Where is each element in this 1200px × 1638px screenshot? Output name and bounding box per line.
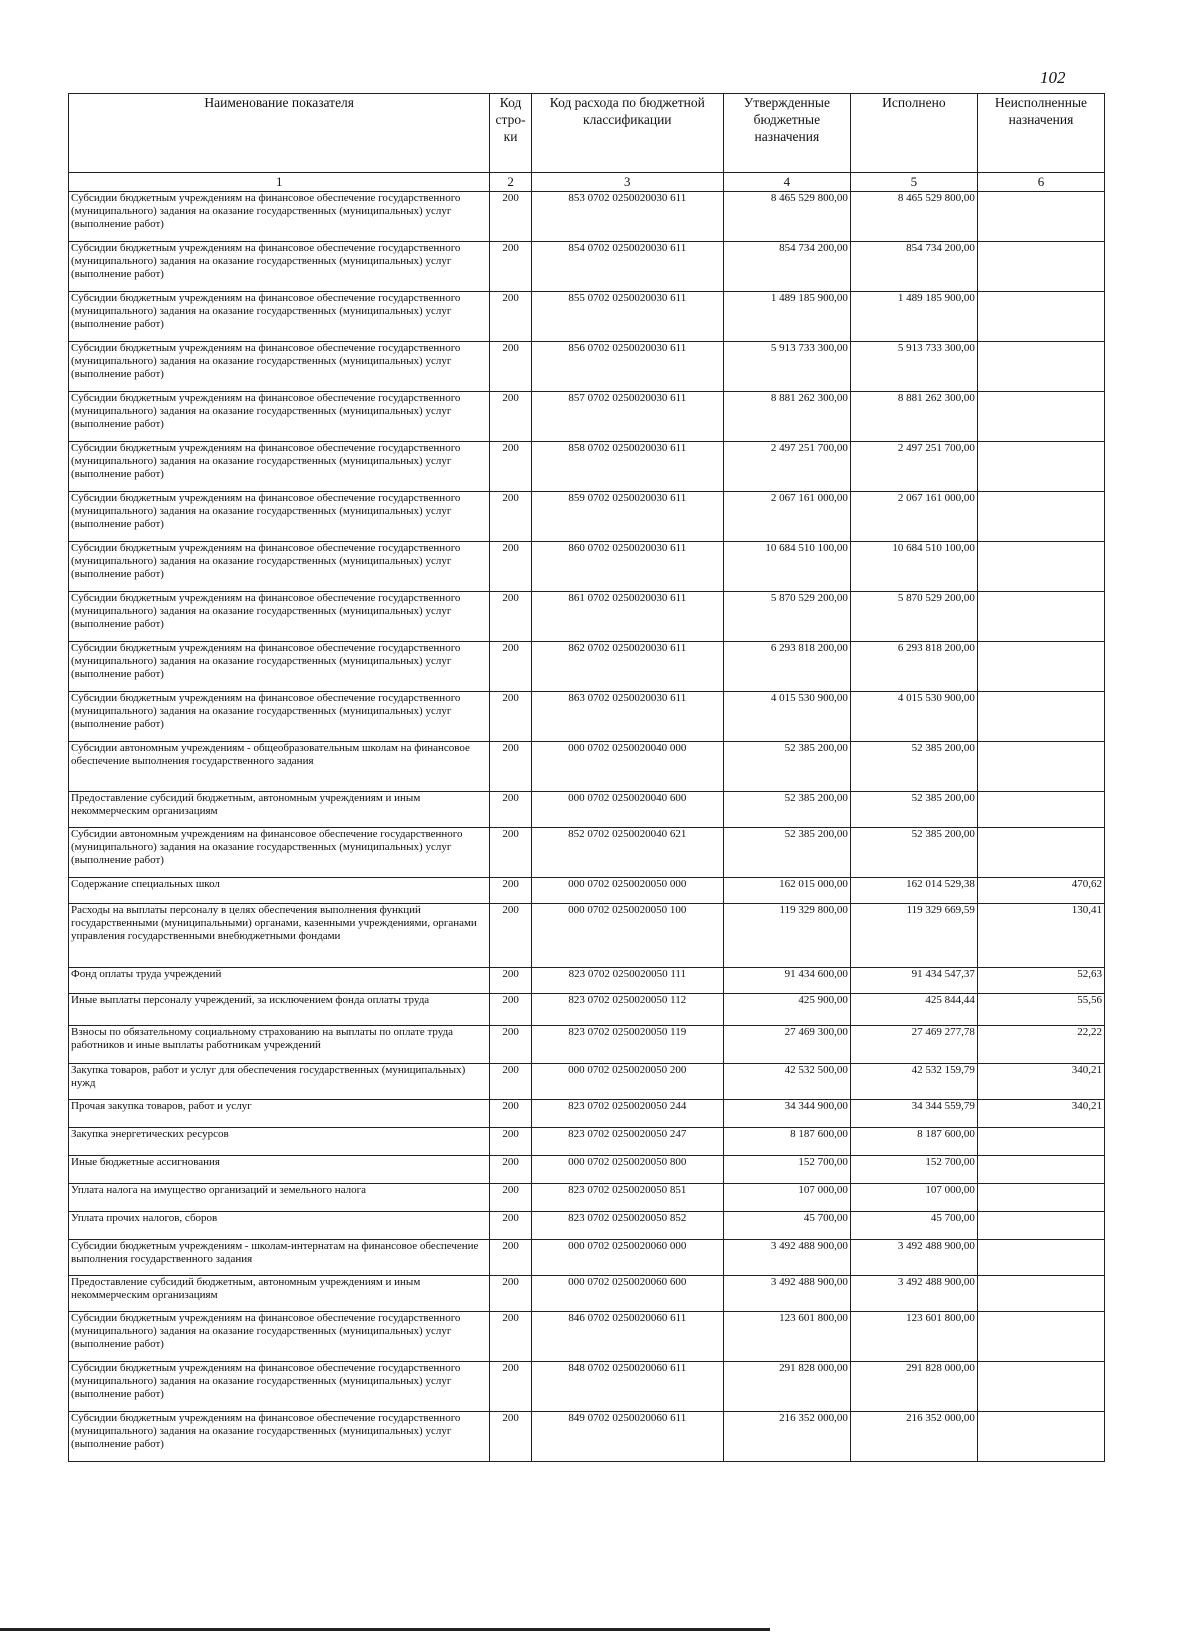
- row-approved-cell: 5 870 529 200,00: [723, 592, 850, 642]
- row-kbk-cell: 852 0702 0250020040 621: [531, 828, 723, 878]
- row-approved-cell: 2 497 251 700,00: [723, 442, 850, 492]
- row-approved-cell: 2 067 161 000,00: [723, 492, 850, 542]
- row-kbk-cell: 000 0702 0250020040 000: [531, 742, 723, 792]
- row-name-cell: Субсидии бюджетным учреждениям на финансовое обеспечение государственного (муниципального) задания на оказание государственных (муниципальных) услуг (выполнение работ): [69, 1412, 490, 1462]
- header-executed: Исполнено: [850, 94, 977, 173]
- header-unexecuted: Неисполненные назначения: [977, 94, 1104, 173]
- row-executed-cell: 91 434 547,37: [850, 968, 977, 994]
- row-executed-cell: 10 684 510 100,00: [850, 542, 977, 592]
- table-row: [69, 492, 1105, 542]
- row-line-code-cell: 200: [490, 642, 531, 692]
- row-executed-cell: 5 870 529 200,00: [850, 592, 977, 642]
- row-kbk-cell: 854 0702 0250020030 611: [531, 242, 723, 292]
- row-executed-cell: 3 492 488 900,00: [850, 1240, 977, 1276]
- row-approved-cell: 91 434 600,00: [723, 968, 850, 994]
- row-executed-cell: 34 344 559,79: [850, 1100, 977, 1128]
- row-unexecuted-cell: [977, 392, 1104, 442]
- row-unexecuted-cell: 470,62: [977, 878, 1104, 904]
- column-number-row: [69, 173, 1105, 192]
- row-approved-cell: 6 293 818 200,00: [723, 642, 850, 692]
- row-approved-cell: 425 900,00: [723, 994, 850, 1026]
- row-executed-cell: 1 489 185 900,00: [850, 292, 977, 342]
- row-unexecuted-cell: [977, 1240, 1104, 1276]
- row-name-cell: Расходы на выплаты персоналу в целях обеспечения выполнения функций государственными (муниципальными) органами, казенными учреждениями, органами управления государственными внебюджетными фондами: [69, 904, 490, 968]
- row-kbk-cell: 000 0702 0250020050 100: [531, 904, 723, 968]
- row-unexecuted-cell: [977, 192, 1104, 242]
- row-executed-cell: 5 913 733 300,00: [850, 342, 977, 392]
- column-number: 2: [490, 173, 531, 192]
- row-name-cell: Иные выплаты персоналу учреждений, за исключением фонда оплаты труда: [69, 994, 490, 1026]
- row-unexecuted-cell: 340,21: [977, 1100, 1104, 1128]
- row-name-cell: Фонд оплаты труда учреждений: [69, 968, 490, 994]
- row-kbk-cell: 853 0702 0250020030 611: [531, 192, 723, 242]
- page-bottom-rule: [0, 1628, 770, 1631]
- row-approved-cell: 152 700,00: [723, 1156, 850, 1184]
- column-number: 3: [531, 173, 723, 192]
- table-row: [69, 1362, 1105, 1412]
- row-unexecuted-cell: [977, 1412, 1104, 1462]
- row-name-cell: Предоставление субсидий бюджетным, автономным учреждениям и иным некоммерческим организациям: [69, 1276, 490, 1312]
- row-executed-cell: 8 881 262 300,00: [850, 392, 977, 442]
- row-name-cell: Субсидии автономным учреждениям на финансовое обеспечение государственного (муниципального) задания на оказание государственных (муниципальных) услуг (выполнение работ): [69, 828, 490, 878]
- row-kbk-cell: 858 0702 0250020030 611: [531, 442, 723, 492]
- header-kbk: Код расхода по бюджетной классификации: [531, 94, 723, 173]
- row-line-code-cell: 200: [490, 1212, 531, 1240]
- row-approved-cell: 854 734 200,00: [723, 242, 850, 292]
- row-line-code-cell: 200: [490, 392, 531, 442]
- row-line-code-cell: 200: [490, 1276, 531, 1312]
- row-line-code-cell: 200: [490, 1026, 531, 1064]
- table-row: [69, 828, 1105, 878]
- row-kbk-cell: 855 0702 0250020030 611: [531, 292, 723, 342]
- row-approved-cell: 107 000,00: [723, 1184, 850, 1212]
- row-line-code-cell: 200: [490, 1240, 531, 1276]
- row-executed-cell: 52 385 200,00: [850, 742, 977, 792]
- table-row: [69, 1276, 1105, 1312]
- row-approved-cell: 162 015 000,00: [723, 878, 850, 904]
- table-row: [69, 904, 1105, 968]
- row-kbk-cell: 849 0702 0250020060 611: [531, 1412, 723, 1462]
- row-line-code-cell: 200: [490, 828, 531, 878]
- table-row: [69, 1184, 1105, 1212]
- row-name-cell: Субсидии бюджетным учреждениям - школам-интернатам на финансовое обеспечение выполнения государственного задания: [69, 1240, 490, 1276]
- table-row: [69, 542, 1105, 592]
- table-body: [69, 192, 1105, 1462]
- row-name-cell: Предоставление субсидий бюджетным, автономным учреждениям и иным некоммерческим организациям: [69, 792, 490, 828]
- row-executed-cell: 8 187 600,00: [850, 1128, 977, 1156]
- row-unexecuted-cell: [977, 342, 1104, 392]
- row-executed-cell: 8 465 529 800,00: [850, 192, 977, 242]
- row-kbk-cell: 823 0702 0250020050 244: [531, 1100, 723, 1128]
- header-approved: Утвержденные бюджетные назначения: [723, 94, 850, 173]
- row-line-code-cell: 200: [490, 1412, 531, 1462]
- row-executed-cell: 4 015 530 900,00: [850, 692, 977, 742]
- row-line-code-cell: 200: [490, 994, 531, 1026]
- row-unexecuted-cell: 130,41: [977, 904, 1104, 968]
- row-executed-cell: 52 385 200,00: [850, 828, 977, 878]
- row-line-code-cell: 200: [490, 1064, 531, 1100]
- row-executed-cell: 854 734 200,00: [850, 242, 977, 292]
- column-number: 6: [977, 173, 1104, 192]
- table-row: [69, 242, 1105, 292]
- row-unexecuted-cell: 52,63: [977, 968, 1104, 994]
- row-line-code-cell: 200: [490, 242, 531, 292]
- row-kbk-cell: 823 0702 0250020050 851: [531, 1184, 723, 1212]
- row-executed-cell: 52 385 200,00: [850, 792, 977, 828]
- row-name-cell: Субсидии бюджетным учреждениям на финансовое обеспечение государственного (муниципального) задания на оказание государственных (муниципальных) услуг (выполнение работ): [69, 242, 490, 292]
- table-row: [69, 994, 1105, 1026]
- table-row: [69, 968, 1105, 994]
- row-name-cell: Субсидии бюджетным учреждениям на финансовое обеспечение государственного (муниципального) задания на оказание государственных (муниципальных) услуг (выполнение работ): [69, 642, 490, 692]
- row-approved-cell: 291 828 000,00: [723, 1362, 850, 1412]
- table-row: [69, 642, 1105, 692]
- row-unexecuted-cell: [977, 642, 1104, 692]
- row-line-code-cell: 200: [490, 904, 531, 968]
- row-kbk-cell: 823 0702 0250020050 119: [531, 1026, 723, 1064]
- row-name-cell: Субсидии автономным учреждениям - общеобразовательным школам на финансовое обеспечение выполнения государственного задания: [69, 742, 490, 792]
- table-row: [69, 1026, 1105, 1064]
- table-row: [69, 1212, 1105, 1240]
- row-unexecuted-cell: [977, 1156, 1104, 1184]
- row-name-cell: Иные бюджетные ассигнования: [69, 1156, 490, 1184]
- table-row: [69, 878, 1105, 904]
- row-unexecuted-cell: [977, 742, 1104, 792]
- row-kbk-cell: 000 0702 0250020050 800: [531, 1156, 723, 1184]
- row-approved-cell: 119 329 800,00: [723, 904, 850, 968]
- row-line-code-cell: 200: [490, 492, 531, 542]
- row-approved-cell: 123 601 800,00: [723, 1312, 850, 1362]
- table-row: [69, 342, 1105, 392]
- row-kbk-cell: 863 0702 0250020030 611: [531, 692, 723, 742]
- row-approved-cell: 52 385 200,00: [723, 828, 850, 878]
- row-approved-cell: 3 492 488 900,00: [723, 1276, 850, 1312]
- row-unexecuted-cell: [977, 792, 1104, 828]
- row-name-cell: Субсидии бюджетным учреждениям на финансовое обеспечение государственного (муниципального) задания на оказание государственных (муниципальных) услуг (выполнение работ): [69, 542, 490, 592]
- row-kbk-cell: 856 0702 0250020030 611: [531, 342, 723, 392]
- row-unexecuted-cell: [977, 592, 1104, 642]
- row-name-cell: Уплата налога на имущество организаций и земельного налога: [69, 1184, 490, 1212]
- row-name-cell: Субсидии бюджетным учреждениям на финансовое обеспечение государственного (муниципального) задания на оказание государственных (муниципальных) услуг (выполнение работ): [69, 292, 490, 342]
- row-name-cell: Субсидии бюджетным учреждениям на финансовое обеспечение государственного (муниципального) задания на оказание государственных (муниципальных) услуг (выполнение работ): [69, 1362, 490, 1412]
- row-kbk-cell: 000 0702 0250020060 000: [531, 1240, 723, 1276]
- row-executed-cell: 27 469 277,78: [850, 1026, 977, 1064]
- table-row: [69, 1156, 1105, 1184]
- row-unexecuted-cell: [977, 1184, 1104, 1212]
- table-row: [69, 1412, 1105, 1462]
- row-unexecuted-cell: [977, 1362, 1104, 1412]
- row-line-code-cell: 200: [490, 292, 531, 342]
- row-approved-cell: 45 700,00: [723, 1212, 850, 1240]
- table-row: [69, 392, 1105, 442]
- row-kbk-cell: 823 0702 0250020050 852: [531, 1212, 723, 1240]
- table-row: [69, 1100, 1105, 1128]
- row-kbk-cell: 846 0702 0250020060 611: [531, 1312, 723, 1362]
- row-approved-cell: 5 913 733 300,00: [723, 342, 850, 392]
- row-line-code-cell: 200: [490, 192, 531, 242]
- row-executed-cell: 216 352 000,00: [850, 1412, 977, 1462]
- row-executed-cell: 3 492 488 900,00: [850, 1276, 977, 1312]
- row-unexecuted-cell: [977, 692, 1104, 742]
- table-row: [69, 792, 1105, 828]
- page-number: 102: [1040, 68, 1066, 87]
- row-line-code-cell: 200: [490, 692, 531, 742]
- row-executed-cell: 152 700,00: [850, 1156, 977, 1184]
- row-approved-cell: 216 352 000,00: [723, 1412, 850, 1462]
- row-unexecuted-cell: [977, 1212, 1104, 1240]
- row-line-code-cell: 200: [490, 792, 531, 828]
- row-name-cell: Субсидии бюджетным учреждениям на финансовое обеспечение государственного (муниципального) задания на оказание государственных (муниципальных) услуг (выполнение работ): [69, 492, 490, 542]
- budget-execution-table: [68, 93, 1105, 1462]
- row-approved-cell: 10 684 510 100,00: [723, 542, 850, 592]
- row-unexecuted-cell: [977, 292, 1104, 342]
- row-unexecuted-cell: 55,56: [977, 994, 1104, 1026]
- row-name-cell: Закупка товаров, работ и услуг для обеспечения государственных (муниципальных) нужд: [69, 1064, 490, 1100]
- row-line-code-cell: 200: [490, 742, 531, 792]
- column-number: 4: [723, 173, 850, 192]
- row-name-cell: Субсидии бюджетным учреждениям на финансовое обеспечение государственного (муниципального) задания на оказание государственных (муниципальных) услуг (выполнение работ): [69, 342, 490, 392]
- row-name-cell: Субсидии бюджетным учреждениям на финансовое обеспечение государственного (муниципального) задания на оказание государственных (муниципальных) услуг (выполнение работ): [69, 442, 490, 492]
- row-name-cell: Субсидии бюджетным учреждениям на финансовое обеспечение государственного (муниципального) задания на оказание государственных (муниципальных) услуг (выполнение работ): [69, 692, 490, 742]
- row-kbk-cell: 860 0702 0250020030 611: [531, 542, 723, 592]
- row-line-code-cell: 200: [490, 1362, 531, 1412]
- table-row: [69, 1064, 1105, 1100]
- row-executed-cell: 425 844,44: [850, 994, 977, 1026]
- row-unexecuted-cell: [977, 242, 1104, 292]
- table-row: [69, 1128, 1105, 1156]
- row-unexecuted-cell: [977, 828, 1104, 878]
- row-kbk-cell: 857 0702 0250020030 611: [531, 392, 723, 442]
- column-number: 1: [69, 173, 490, 192]
- row-approved-cell: 42 532 500,00: [723, 1064, 850, 1100]
- row-approved-cell: 34 344 900,00: [723, 1100, 850, 1128]
- row-name-cell: Содержание специальных школ: [69, 878, 490, 904]
- row-approved-cell: 52 385 200,00: [723, 792, 850, 828]
- row-unexecuted-cell: [977, 1312, 1104, 1362]
- row-executed-cell: 2 497 251 700,00: [850, 442, 977, 492]
- table-row: [69, 692, 1105, 742]
- table-row: [69, 742, 1105, 792]
- row-executed-cell: 162 014 529,38: [850, 878, 977, 904]
- row-unexecuted-cell: [977, 542, 1104, 592]
- row-executed-cell: 42 532 159,79: [850, 1064, 977, 1100]
- row-name-cell: Субсидии бюджетным учреждениям на финансовое обеспечение государственного (муниципального) задания на оказание государственных (муниципальных) услуг (выполнение работ): [69, 1312, 490, 1362]
- row-kbk-cell: 000 0702 0250020040 600: [531, 792, 723, 828]
- row-line-code-cell: 200: [490, 542, 531, 592]
- row-name-cell: Взносы по обязательному социальному страхованию на выплаты по оплате труда работников и иные выплаты работникам учреждений: [69, 1026, 490, 1064]
- row-executed-cell: 119 329 669,59: [850, 904, 977, 968]
- row-executed-cell: 45 700,00: [850, 1212, 977, 1240]
- row-name-cell: Прочая закупка товаров, работ и услуг: [69, 1100, 490, 1128]
- row-kbk-cell: 859 0702 0250020030 611: [531, 492, 723, 542]
- row-line-code-cell: 200: [490, 342, 531, 392]
- row-unexecuted-cell: 22,22: [977, 1026, 1104, 1064]
- row-approved-cell: 27 469 300,00: [723, 1026, 850, 1064]
- row-executed-cell: 2 067 161 000,00: [850, 492, 977, 542]
- row-kbk-cell: 823 0702 0250020050 111: [531, 968, 723, 994]
- row-name-cell: Закупка энергетических ресурсов: [69, 1128, 490, 1156]
- row-unexecuted-cell: [977, 492, 1104, 542]
- table-row: [69, 442, 1105, 492]
- row-approved-cell: 4 015 530 900,00: [723, 692, 850, 742]
- row-approved-cell: 1 489 185 900,00: [723, 292, 850, 342]
- row-unexecuted-cell: [977, 1276, 1104, 1312]
- row-kbk-cell: 861 0702 0250020030 611: [531, 592, 723, 642]
- row-unexecuted-cell: 340,21: [977, 1064, 1104, 1100]
- row-line-code-cell: 200: [490, 592, 531, 642]
- row-unexecuted-cell: [977, 1128, 1104, 1156]
- table-row: [69, 592, 1105, 642]
- row-kbk-cell: 000 0702 0250020060 600: [531, 1276, 723, 1312]
- row-kbk-cell: 000 0702 0250020050 200: [531, 1064, 723, 1100]
- row-executed-cell: 107 000,00: [850, 1184, 977, 1212]
- header-row: [69, 94, 1105, 173]
- header-line-code: Код стро- ки: [490, 94, 531, 173]
- row-approved-cell: 8 465 529 800,00: [723, 192, 850, 242]
- row-executed-cell: 291 828 000,00: [850, 1362, 977, 1412]
- row-kbk-cell: 823 0702 0250020050 112: [531, 994, 723, 1026]
- row-kbk-cell: 000 0702 0250020050 000: [531, 878, 723, 904]
- table-row: [69, 1240, 1105, 1276]
- row-line-code-cell: 200: [490, 1156, 531, 1184]
- row-name-cell: Субсидии бюджетным учреждениям на финансовое обеспечение государственного (муниципального) задания на оказание государственных (муниципальных) услуг (выполнение работ): [69, 392, 490, 442]
- row-approved-cell: 3 492 488 900,00: [723, 1240, 850, 1276]
- row-approved-cell: 52 385 200,00: [723, 742, 850, 792]
- row-line-code-cell: 200: [490, 1128, 531, 1156]
- row-name-cell: Субсидии бюджетным учреждениям на финансовое обеспечение государственного (муниципального) задания на оказание государственных (муниципальных) услуг (выполнение работ): [69, 592, 490, 642]
- row-kbk-cell: 848 0702 0250020060 611: [531, 1362, 723, 1412]
- row-line-code-cell: 200: [490, 1312, 531, 1362]
- table-row: [69, 292, 1105, 342]
- row-approved-cell: 8 881 262 300,00: [723, 392, 850, 442]
- row-executed-cell: 123 601 800,00: [850, 1312, 977, 1362]
- row-executed-cell: 6 293 818 200,00: [850, 642, 977, 692]
- column-number: 5: [850, 173, 977, 192]
- row-line-code-cell: 200: [490, 878, 531, 904]
- row-line-code-cell: 200: [490, 442, 531, 492]
- row-name-cell: Субсидии бюджетным учреждениям на финансовое обеспечение государственного (муниципального) задания на оказание государственных (муниципальных) услуг (выполнение работ): [69, 192, 490, 242]
- row-name-cell: Уплата прочих налогов, сборов: [69, 1212, 490, 1240]
- row-line-code-cell: 200: [490, 1100, 531, 1128]
- header-name: Наименование показателя: [69, 94, 490, 173]
- row-line-code-cell: 200: [490, 968, 531, 994]
- table-row: [69, 1312, 1105, 1362]
- row-unexecuted-cell: [977, 442, 1104, 492]
- row-kbk-cell: 823 0702 0250020050 247: [531, 1128, 723, 1156]
- row-line-code-cell: 200: [490, 1184, 531, 1212]
- row-kbk-cell: 862 0702 0250020030 611: [531, 642, 723, 692]
- row-approved-cell: 8 187 600,00: [723, 1128, 850, 1156]
- table-row: [69, 192, 1105, 242]
